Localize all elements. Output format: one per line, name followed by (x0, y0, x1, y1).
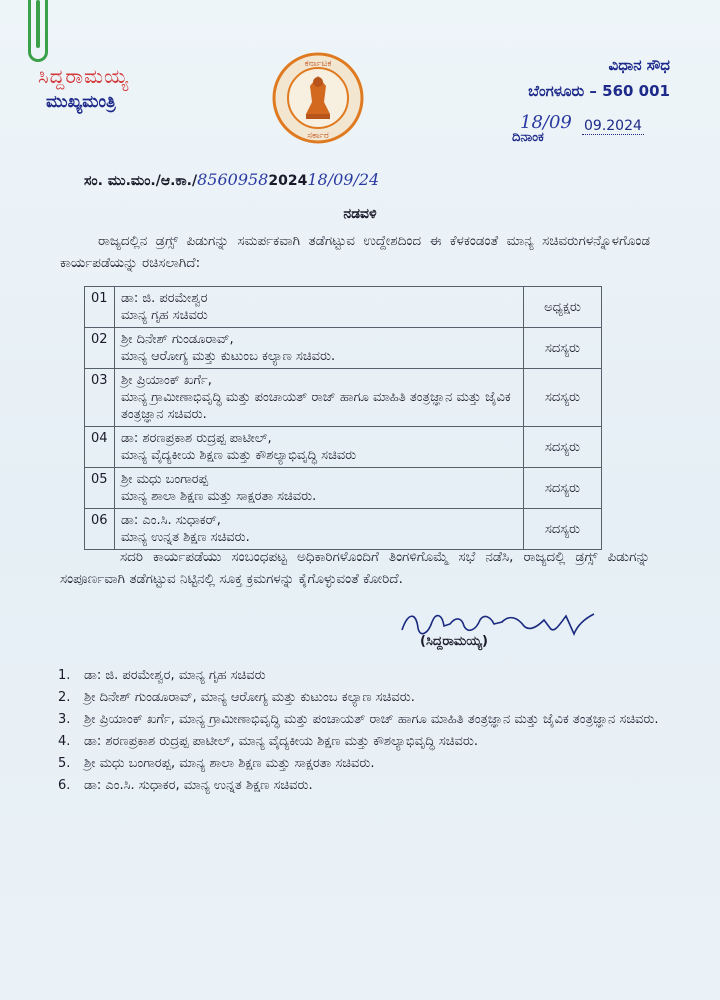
letterhead-designation: ಮುಖ್ಯಮಂತ್ರಿ (46, 92, 116, 112)
letterhead-name: ಸಿದ್ದರಾಮಯ್ಯ (38, 64, 130, 88)
list-item-number: 2. (58, 690, 71, 705)
member-role: ಸದಸ್ಯರು (524, 509, 602, 550)
document-subject: ನಡವಳಿ (343, 206, 377, 222)
table-row (85, 468, 602, 509)
paper-clip-icon (28, 0, 48, 62)
reference-number (84, 170, 379, 189)
member-role: ಅಧ್ಯಕ್ಷರು (524, 287, 602, 328)
member-portfolio: ಮಾನ್ಯ ಶಾಲಾ ಶಿಕ್ಷಣ ಮತ್ತು ಸಾಕ್ಷರತಾ ಸಚಿವರು. (121, 489, 317, 504)
member-name: ಶ್ರೀ ಪ್ರಿಯಾಂಕ್ ಖರ್ಗೆ, (121, 373, 212, 388)
svg-text:ಸರ್ಕಾರ: ಸರ್ಕಾರ (307, 131, 329, 141)
list-item (58, 732, 678, 752)
member-portfolio: ಮಾನ್ಯ ಗೃಹ ಸಚಿವರು (121, 308, 208, 323)
list-item-text: ಶ್ರೀ ಮಧು ಬಂಗಾರಪ್ಪ, ಮಾನ್ಯ ಶಾಲಾ ಶಿಕ್ಷಣ ಮತ್ತು ಸಾಕ್ಷರತಾ ಸಚಿವರು. (84, 756, 375, 771)
address-line-2: ಬೆಂಗಳೂರು – 560 001 (528, 82, 670, 100)
list-item-text: ಡಾ: ಎಂ.ಸಿ. ಸುಧಾಕರ, ಮಾನ್ಯ ಉನ್ನತ ಶಿಕ್ಷಣ ಸಚಿವರು. (84, 778, 313, 793)
member-name: ಡಾ: ಶರಣಪ್ರಕಾಶ ರುದ್ರಪ್ಪ ಪಾಟೀಲ್, (121, 431, 272, 446)
member-role: ಸದಸ್ಯರು (524, 427, 602, 468)
letterhead-address (500, 56, 670, 100)
member-name: ಶ್ರೀ ದಿನೇಶ್ ಗುಂಡೂರಾವ್, (121, 332, 234, 347)
table-row (85, 369, 602, 427)
member-details (115, 369, 524, 427)
copy-to-list (58, 666, 678, 798)
member-portfolio: ಮಾನ್ಯ ಉನ್ನತ ಶಿಕ್ಷಣ ಸಚಿವರು. (121, 530, 250, 545)
table-row (85, 509, 602, 550)
address-line-1: ವಿಧಾನ ಸೌಧ (608, 56, 670, 74)
date-handwritten: 18/09 (520, 112, 572, 133)
member-number: 01 (85, 287, 115, 328)
list-item-text: ಶ್ರೀ ಪ್ರಿಯಾಂಕ್ ಖರ್ಗೆ, ಮಾನ್ಯ ಗ್ರಾಮೀಣಾಭಿವೃದ್ಧಿ ಮತ್ತು ಪಂಚಾಯತ್ ರಾಜ್ ಹಾಗೂ ಮಾಹಿತಿ ತಂತ್ರಜ್ಞಾನ ಮತ್ತು ಜೈವಿಕ ತಂತ್ರಜ್ಞಾನ ಸಚಿವರು. (84, 712, 659, 727)
list-item (58, 776, 678, 796)
member-details (115, 287, 524, 328)
list-item-number: 6. (58, 778, 71, 793)
member-role: ಸದಸ್ಯರು (524, 468, 602, 509)
karnataka-seal-icon (272, 52, 364, 144)
table-row (85, 427, 602, 468)
date-printed: 09.2024 (584, 118, 642, 134)
reference-handwritten-date: 18/09/24 (307, 170, 380, 189)
member-number: 03 (85, 369, 115, 427)
member-portfolio: ಮಾನ್ಯ ಆರೋಗ್ಯ ಮತ್ತು ಕುಟುಂಬ ಕಲ್ಯಾಣ ಸಚಿವರು. (121, 349, 336, 364)
list-item-number: 4. (58, 734, 71, 749)
list-item-text: ಡಾ: ಜಿ. ಪರಮೇಶ್ವರ, ಮಾನ್ಯ ಗೃಹ ಸಚಿವರು (84, 668, 266, 683)
reference-handwritten-no: 8560958 (197, 170, 269, 189)
table-row (85, 328, 602, 369)
member-number: 05 (85, 468, 115, 509)
date-label: ದಿನಾಂಕ (512, 130, 544, 145)
member-details (115, 328, 524, 369)
reference-prefix: ಸಂ. ಮು.ಮಂ./ಆ.ಕಾ./ (84, 173, 198, 189)
member-number: 02 (85, 328, 115, 369)
reference-year: 2024 (268, 173, 308, 189)
signatory-name: (ಸಿದ್ದರಾಮಯ್ಯ) (420, 634, 488, 649)
list-item (58, 666, 678, 686)
list-item-number: 3. (58, 712, 71, 727)
member-role: ಸದಸ್ಯರು (524, 328, 602, 369)
list-item-number: 5. (58, 756, 71, 771)
list-item-text: ಡಾ: ಶರಣಪ್ರಕಾಶ ರುದ್ರಪ್ಪ ಪಾಟೀಲ್, ಮಾನ್ಯ ವೈದ್ಯಕೀಯ ಶಿಕ್ಷಣ ಮತ್ತು ಕೌಶಲ್ಯಾಭಿವೃದ್ಧಿ ಸಚಿವರು. (84, 734, 479, 749)
member-number: 06 (85, 509, 115, 550)
member-name: ಡಾ: ಎಂ.ಸಿ. ಸುಧಾಕರ್, (121, 513, 221, 528)
member-portfolio: ಮಾನ್ಯ ವೈದ್ಯಕೀಯ ಶಿಕ್ಷಣ ಮತ್ತು ಕೌಶಲ್ಯಾಭಿವೃದ್ಧಿ ಸಚಿವರು (121, 448, 357, 463)
member-details (115, 468, 524, 509)
table-row (85, 287, 602, 328)
list-item (58, 710, 678, 730)
member-role: ಸದಸ್ಯರು (524, 369, 602, 427)
intro-paragraph: ರಾಜ್ಯದಲ್ಲಿನ ಡ್ರಗ್ಸ್ ಪಿಡುಗನ್ನು ಸಮರ್ಪಕವಾಗಿ ತಡೆಗಟ್ಟುವ ಉದ್ದೇಶದಿಂದ ಈ ಕೆಳಕಂಡಂತೆ ಮಾನ್ಯ ಸಚಿವರುಗಳನ್ನೊಳಗೊಂಡ ಕಾರ್ಯಪಡೆಯನ್ನು ರಚಿಸಲಾಗಿದೆ: (60, 233, 650, 271)
svg-text:ಕರ್ನಾಟಕ: ಕರ್ನಾಟಕ (304, 59, 332, 69)
list-item (58, 754, 678, 774)
task-force-table (84, 286, 602, 550)
member-details (115, 427, 524, 468)
member-name: ಡಾ: ಜಿ. ಪರಮೇಶ್ವರ (121, 291, 208, 306)
list-item (58, 688, 678, 708)
member-portfolio: ಮಾನ್ಯ ಗ್ರಾಮೀಣಾಭಿವೃದ್ಧಿ ಮತ್ತು ಪಂಚಾಯತ್ ರಾಜ್ ಹಾಗೂ ಮಾಹಿತಿ ತಂತ್ರಜ್ಞಾನ ಮತ್ತು ಜೈವಿಕ ತಂತ್ರಜ್ಞಾನ ಸಚಿವರು. (121, 390, 511, 422)
list-item-number: 1. (58, 668, 71, 683)
letterhead-left (38, 64, 129, 112)
member-number: 04 (85, 427, 115, 468)
list-item-text: ಶ್ರೀ ದಿನೇಶ್ ಗುಂಡೂರಾವ್, ಮಾನ್ಯ ಆರೋಗ್ಯ ಮತ್ತು ಕುಟುಂಬ ಕಲ್ಯಾಣ ಸಚಿವರು. (84, 690, 415, 705)
member-name: ಶ್ರೀ ಮಧು ಬಂಗಾರಪ್ಪ (121, 472, 208, 487)
closing-paragraph: ಸದರಿ ಕಾರ್ಯಪಡೆಯು ಸಂಬಂಧಪಟ್ಟ ಅಧಿಕಾರಿಗಳೊಂದಿಗೆ ತಿಂಗಳಿಗೊಮ್ಮೆ ಸಭೆ ನಡೆಸಿ, ರಾಜ್ಯದಲ್ಲಿ ಡ್ರಗ್ಸ್ ಪಿಡುಗನ್ನು ಸಂಪೂರ್ಣವಾಗಿ ತಡೆಗಟ್ಟುವ ನಿಟ್ಟಿನಲ್ಲಿ ಸೂಕ್ತ ಕ್ರಮಗಳನ್ನು ಕೈಗೊಳ್ಳುವಂತೆ ಕೋರಿದೆ. (60, 549, 650, 587)
member-details (115, 509, 524, 550)
